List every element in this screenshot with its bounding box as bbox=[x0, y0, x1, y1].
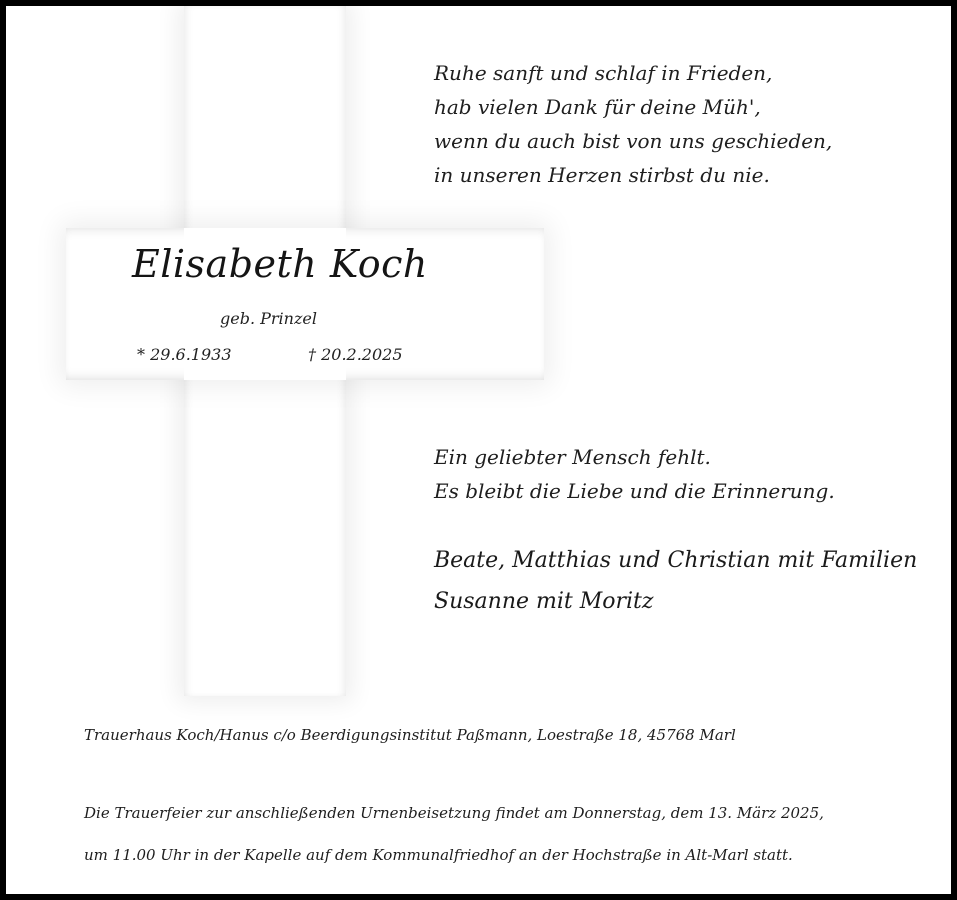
family-line: Susanne mit Moritz bbox=[434, 589, 654, 614]
death-date: † 20.2.2025 bbox=[308, 345, 403, 364]
poem-line: in unseren Herzen stirbst du nie. bbox=[434, 163, 770, 187]
maiden-name: geb. Prinzel bbox=[220, 309, 317, 328]
poem-line: wenn du auch bist von uns geschieden, bbox=[434, 129, 833, 153]
saying-line: Es bleibt die Liebe und die Erinnerung. bbox=[434, 479, 835, 503]
poem bbox=[434, 56, 832, 192]
saying-line: Ein geliebter Mensch fehlt. bbox=[434, 445, 711, 469]
saying bbox=[434, 440, 835, 508]
family-signature bbox=[434, 540, 917, 622]
ceremony-line: Die Trauerfeier zur anschließenden Urnenbeisetzung findet am Donnerstag, dem 13. März 2025, bbox=[84, 804, 824, 822]
mourning-address: Trauerhaus Koch/Hanus c/o Beerdigungsinstitut Paßmann, Loestraße 18, 45768 Marl bbox=[84, 726, 736, 744]
ceremony-info bbox=[84, 792, 824, 876]
poem-line: Ruhe sanft und schlaf in Frieden, bbox=[434, 61, 773, 85]
ceremony-line: um 11.00 Uhr in der Kapelle auf dem Kommunalfriedhof an der Hochstraße in Alt-Marl statt. bbox=[84, 846, 793, 864]
poem-line: hab vielen Dank für deine Müh', bbox=[434, 95, 761, 119]
family-line: Beate, Matthias und Christian mit Familien bbox=[434, 548, 918, 573]
deceased-name: Elisabeth Koch bbox=[132, 242, 428, 286]
birth-date: * 29.6.1933 bbox=[137, 345, 232, 364]
